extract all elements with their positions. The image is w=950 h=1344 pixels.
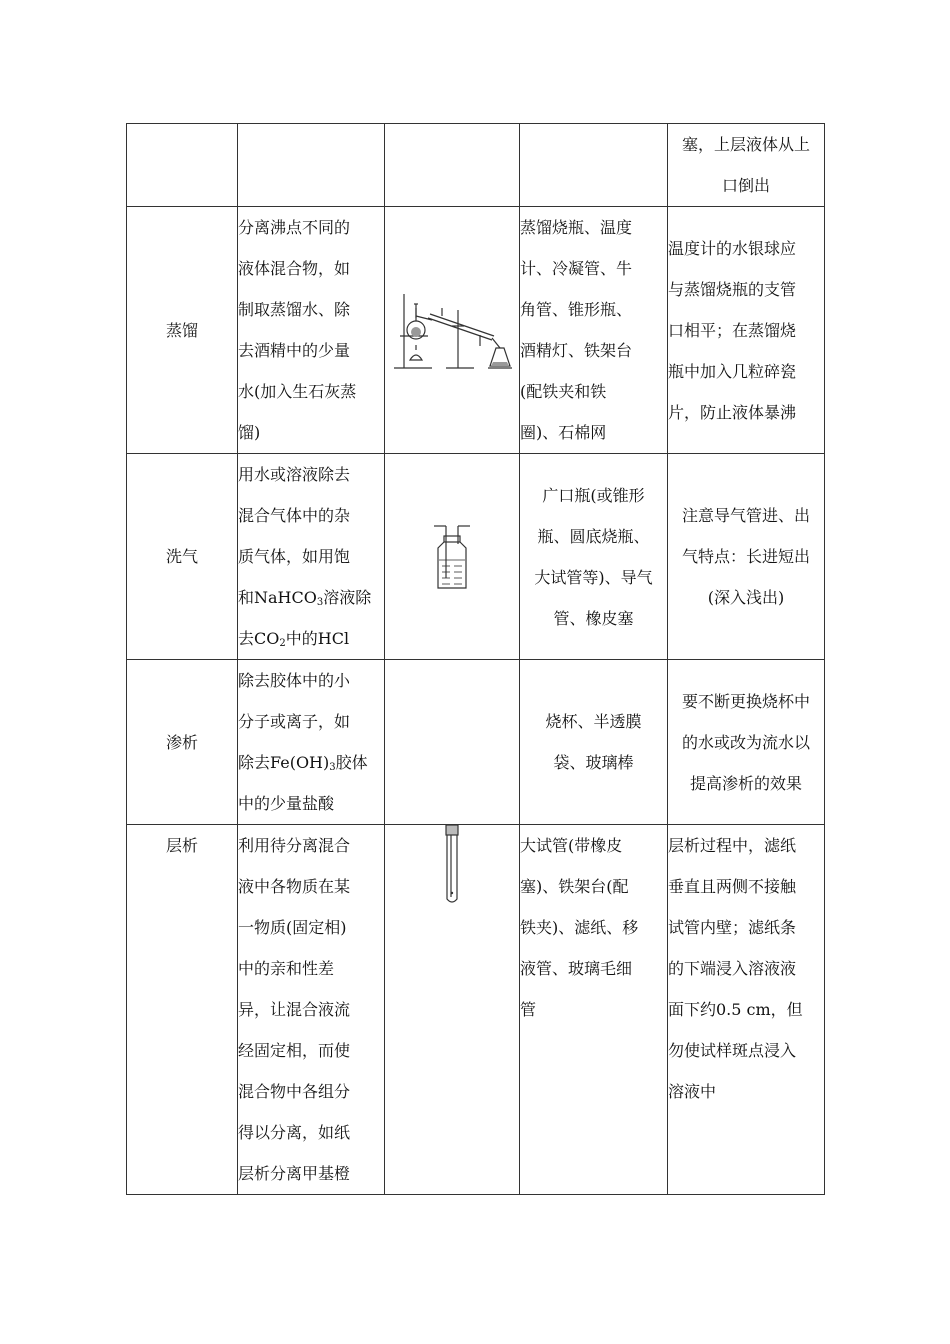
text-line: 中的少量盐酸 — [238, 794, 335, 813]
text-segment: 去CO — [238, 629, 280, 648]
gas-washing-bottle-icon — [432, 522, 472, 592]
text-line: 瓶中加入几粒碎瓷 — [668, 361, 797, 381]
text-segment: 胶体 — [335, 753, 368, 772]
text-segment: 除去Fe(OH) — [238, 753, 330, 772]
table-row — [127, 207, 825, 454]
method-label: 洗气 — [165, 547, 198, 566]
notes-cell — [668, 124, 825, 207]
text-line: 烧杯、半透膜 — [545, 712, 642, 731]
apparatus-cell — [520, 660, 668, 825]
text-line: 液中各物质在某 — [238, 877, 351, 896]
text-line: 用水或溶液除去 — [238, 465, 351, 484]
text-line: 一物质(固定相) — [238, 918, 347, 937]
image-cell — [385, 207, 520, 454]
apparatus-cell — [520, 207, 668, 454]
notes-cell — [668, 825, 825, 1195]
text-line: 的下端浸入溶液液 — [668, 959, 797, 978]
test-tube-icon — [443, 825, 461, 905]
text-line — [238, 742, 384, 783]
image-cell — [385, 660, 520, 825]
text-line: 面下约0.5 cm，但 — [668, 1000, 803, 1019]
text-line: 片，防止液体暴沸 — [668, 402, 797, 422]
table-row — [127, 825, 825, 1195]
apparatus-cell — [520, 124, 668, 207]
text-line: 计、冷凝管、牛 — [520, 259, 633, 278]
text-line: 酒精灯、铁架台 — [520, 341, 633, 360]
apparatus-cell — [520, 825, 668, 1195]
text-line: 塞，上层液体从上 — [681, 135, 810, 154]
notes-cell — [668, 454, 825, 660]
purpose-cell — [238, 454, 385, 660]
text-line: 勿使试样斑点浸入 — [668, 1041, 797, 1060]
text-line: (配铁夹和铁 — [520, 382, 607, 401]
text-line: 除去胶体中的小 — [238, 671, 351, 690]
text-line: 馏) — [238, 423, 261, 442]
text-line — [238, 618, 384, 659]
text-line: 液管、玻璃毛细 — [520, 959, 633, 978]
text-line: 混合气体中的杂 — [238, 506, 351, 525]
purpose-cell — [238, 825, 385, 1195]
text-line: 塞)、铁架台(配 — [520, 877, 629, 896]
text-line: 层析分离甲基橙 — [238, 1164, 351, 1183]
method-cell — [127, 207, 238, 454]
subscript: 2 — [279, 638, 286, 649]
text-line: 气特点：长进短出 — [681, 547, 810, 566]
text-line: 管、橡皮塞 — [553, 608, 634, 628]
text-line: 垂直且两侧不接触 — [668, 877, 797, 896]
text-line: 提高渗析的效果 — [689, 773, 802, 793]
purpose-cell — [238, 660, 385, 825]
text-line: 口相平；在蒸馏烧 — [668, 320, 797, 340]
distillation-apparatus-icon — [392, 290, 512, 370]
text-line: 水(加入生石灰蒸 — [238, 382, 357, 401]
image-cell — [385, 124, 520, 207]
table-row — [127, 454, 825, 660]
notes-cell — [668, 660, 825, 825]
apparatus-cell — [520, 454, 668, 660]
table-row — [127, 660, 825, 825]
text-line: 大试管等)、导气 — [534, 567, 653, 587]
text-line: 异，让混合液流 — [238, 1000, 351, 1019]
text-line: 圈)、石棉网 — [520, 423, 607, 442]
purpose-cell — [238, 207, 385, 454]
text-line: 注意导气管进、出 — [681, 506, 810, 525]
separation-methods-table — [126, 123, 825, 1195]
text-segment: 和NaHCO — [238, 588, 317, 607]
image-cell — [385, 825, 520, 1195]
text-line: 角管、锥形瓶、 — [520, 300, 633, 319]
text-segment: 中的HCl — [285, 629, 350, 648]
text-line: 液体混合物，如 — [238, 259, 351, 278]
text-line: 口倒出 — [721, 176, 770, 195]
text-line: 温度计的水银球应 — [668, 238, 797, 258]
text-line: 经固定相，而使 — [238, 1041, 351, 1060]
text-line: 制取蒸馏水、除 — [238, 300, 351, 319]
text-line: 得以分离，如纸 — [238, 1123, 351, 1142]
method-label: 蒸馏 — [165, 320, 198, 340]
text-line: 瓶、圆底烧瓶、 — [537, 526, 650, 546]
method-cell — [127, 454, 238, 660]
purpose-cell — [238, 124, 385, 207]
text-line: 中的亲和性差 — [238, 959, 335, 978]
text-line: 要不断更换烧杯中 — [681, 691, 810, 711]
text-line: 与蒸馏烧瓶的支管 — [668, 279, 797, 299]
text-line: 质气体，如用饱 — [238, 547, 351, 566]
text-line — [238, 577, 384, 618]
table-row — [127, 124, 825, 207]
text-line: 管 — [520, 1000, 537, 1019]
text-line: 混合物中各组分 — [238, 1082, 351, 1101]
method-cell — [127, 825, 238, 1195]
method-label: 层析 — [165, 836, 198, 855]
subscript: 3 — [316, 597, 324, 608]
method-cell — [127, 124, 238, 207]
method-cell — [127, 660, 238, 825]
text-line: 袋、玻璃棒 — [553, 753, 634, 772]
text-line: 溶液中 — [668, 1082, 717, 1101]
method-label: 渗析 — [165, 732, 198, 752]
text-line: 分离沸点不同的 — [238, 218, 351, 237]
text-line: 铁夹)、滤纸、移 — [520, 918, 639, 937]
text-line: 试管内壁；滤纸条 — [668, 918, 797, 937]
text-line: 大试管(带橡皮 — [520, 836, 623, 855]
subscript: 3 — [329, 762, 336, 773]
text-line: 分子或离子，如 — [238, 712, 351, 731]
text-line: (深入浅出) — [707, 588, 785, 607]
text-line: 去酒精中的少量 — [238, 341, 351, 360]
text-line: 利用待分离混合 — [238, 836, 351, 855]
text-line: 的水或改为流水以 — [681, 732, 810, 752]
text-line: 广口瓶(或锥形 — [542, 485, 645, 505]
text-line: 层析过程中，滤纸 — [668, 836, 797, 855]
text-segment: 溶液除 — [323, 588, 372, 607]
notes-cell — [668, 207, 825, 454]
text-line: 蒸馏烧瓶、温度 — [520, 218, 633, 237]
image-cell — [385, 454, 520, 660]
